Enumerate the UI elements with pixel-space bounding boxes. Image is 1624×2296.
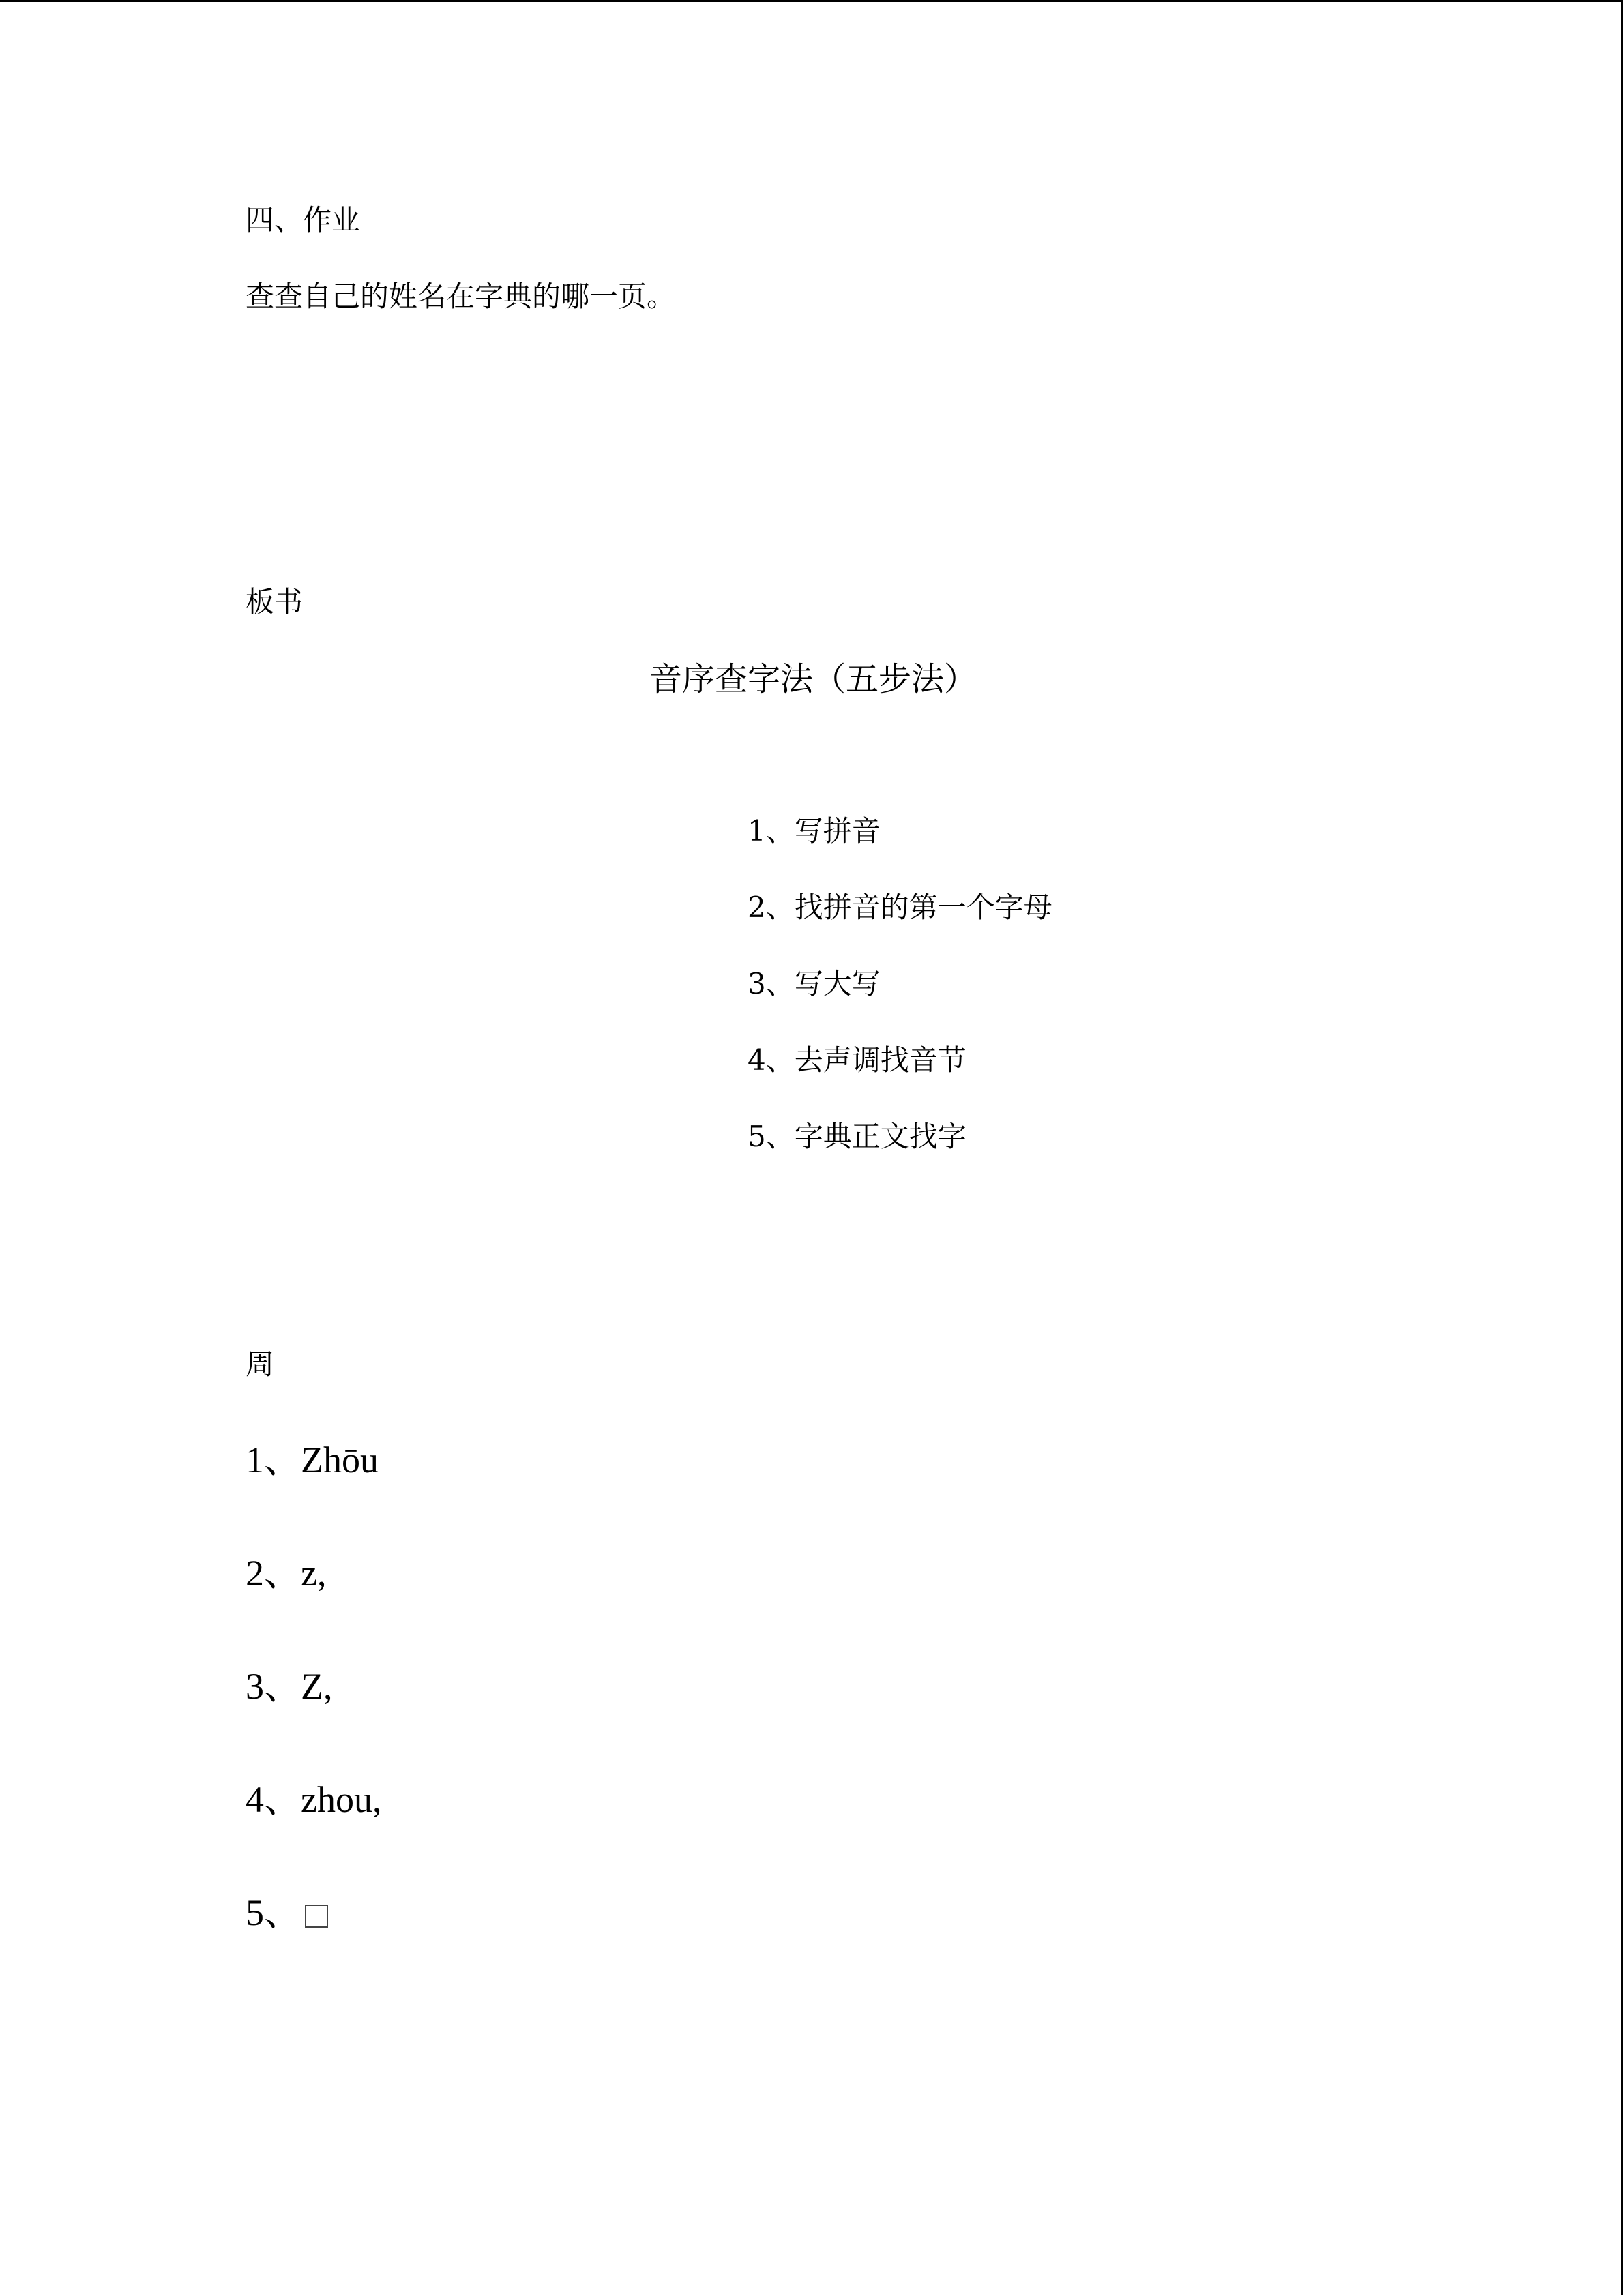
blackboard-title: 音序查字法（五步法）: [649, 660, 977, 698]
homework-heading: 四、作业: [246, 203, 361, 237]
blackboard-step-2: 2、找拼音的第一个字母: [748, 891, 1052, 924]
example-step-5-label: 5、: [246, 1892, 301, 1933]
example-step-3: 3、Z,: [246, 1666, 333, 1707]
blackboard-step-4: 4、去声调找音节: [748, 1043, 966, 1077]
example-step-4: 4、zhou,: [246, 1779, 382, 1820]
example-character: 周: [246, 1347, 275, 1381]
example-step-1: 1、Zhōu: [246, 1440, 379, 1480]
empty-square-glyph: [305, 1905, 328, 1928]
blackboard-step-1: 1、写拼音: [748, 814, 881, 848]
blackboard-label: 板书: [246, 585, 304, 618]
example-step-2: 2、z,: [246, 1553, 327, 1594]
blackboard-step-5: 5、字典正文找字: [748, 1120, 966, 1153]
example-step-5: [246, 1894, 328, 1931]
homework-task: 查查自己的姓名在字典的哪一页。: [246, 280, 676, 313]
blackboard-step-3: 3、写大写: [748, 967, 881, 1000]
